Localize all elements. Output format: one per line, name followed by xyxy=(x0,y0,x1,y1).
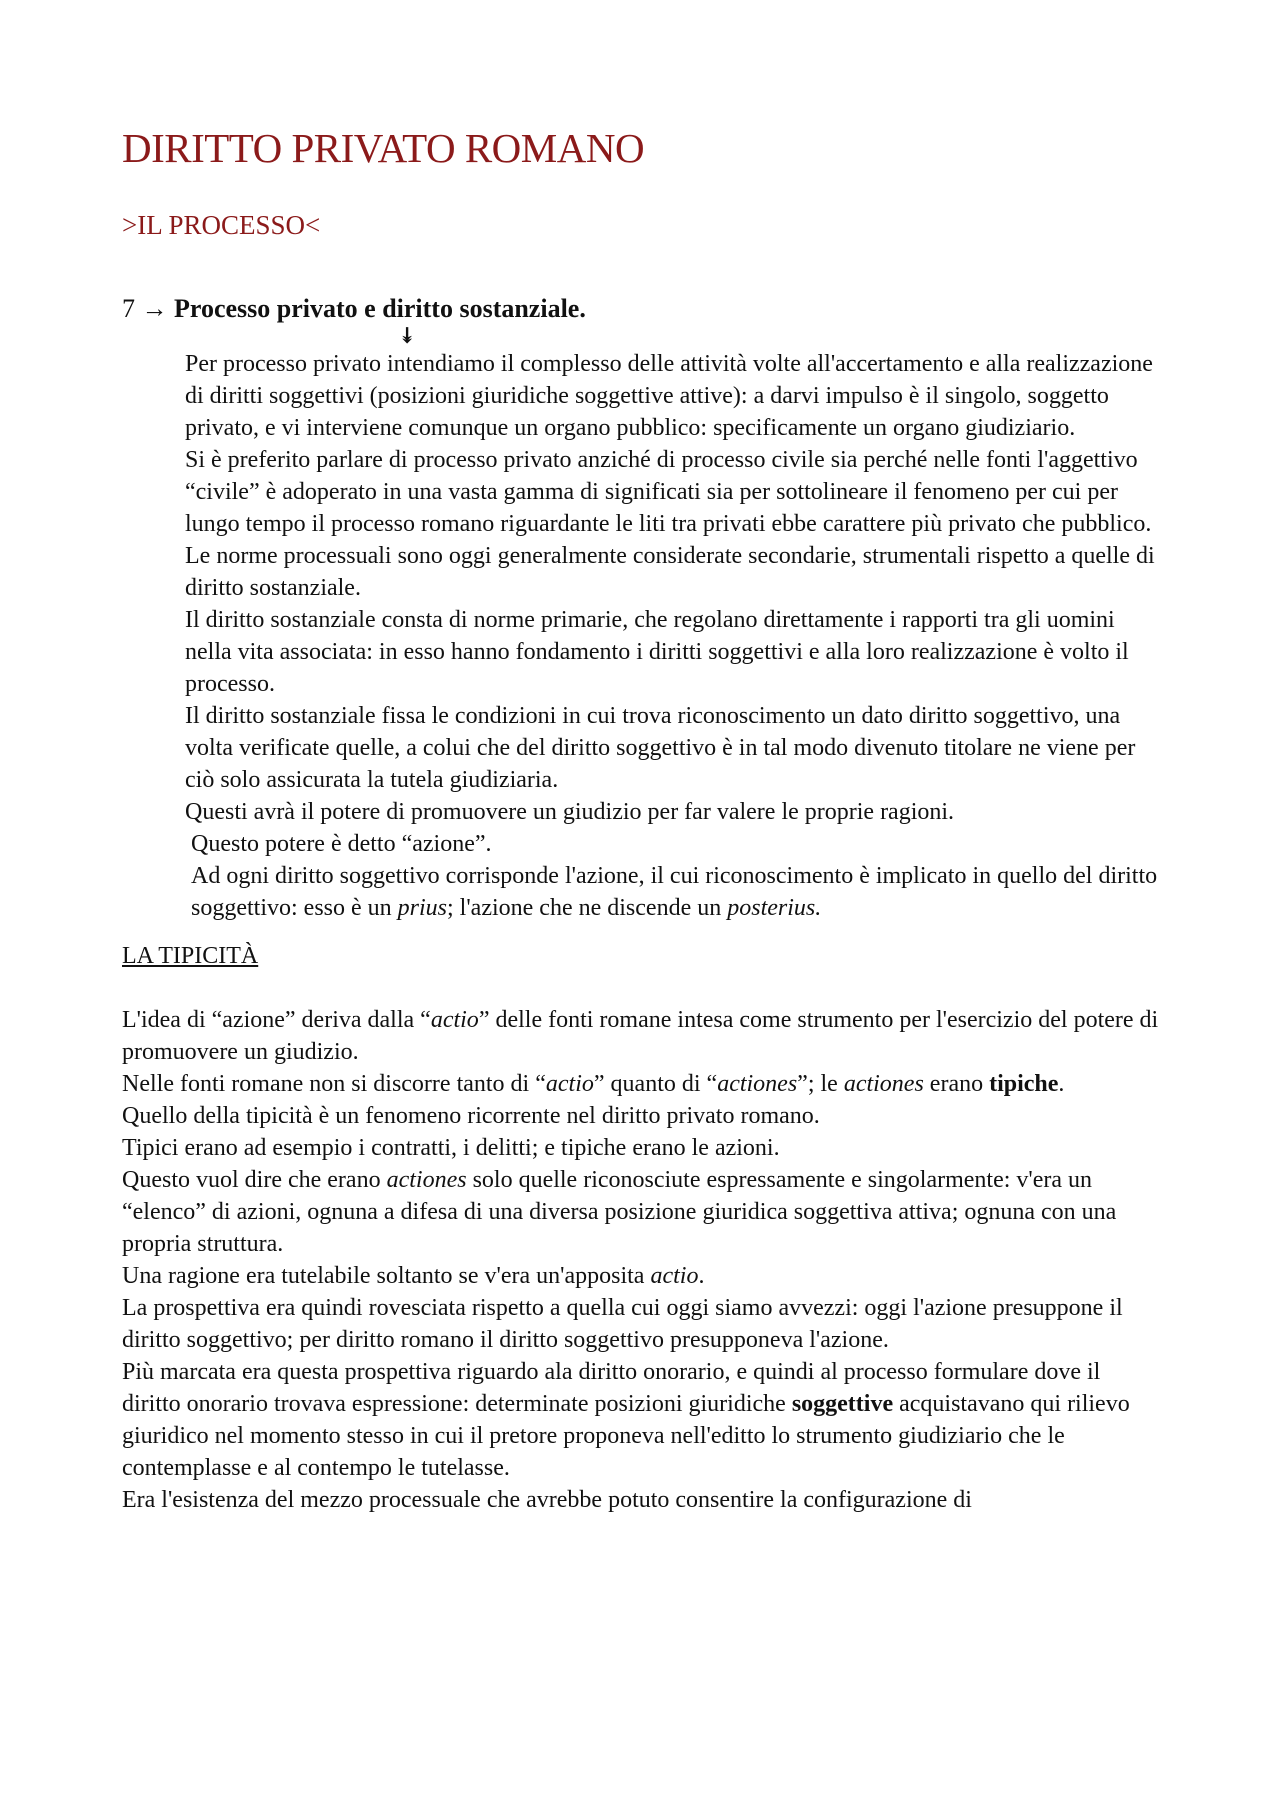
arrow-down-icon: ↡ xyxy=(398,323,417,348)
section-heading-tipicita: LA TIPICITÀ xyxy=(122,943,259,969)
paragraph: L'idea di “azione” deriva dalla “actio” delle fonti romane intesa come strumento per l'esercizio del potere di promuovere un giudizio. xyxy=(122,1007,1159,1065)
paragraph: Questo potere è detto “azione”. xyxy=(191,831,492,857)
chapter-title: Processo privato e diritto sostanziale. xyxy=(174,294,586,323)
paragraph: Le norme processuali sono oggi generalmente considerate secondarie, strumentali rispetto a quelle di diritto sostanziale. xyxy=(185,543,1155,601)
paragraph: Tipici erano ad esempio i contratti, i delitti; e tipiche erano le azioni. xyxy=(122,1135,780,1161)
document-title: DIRITTO PRIVATO ROMANO xyxy=(122,125,645,171)
paragraph: Era l'esistenza del mezzo processuale che avrebbe potuto consentire la configurazione di xyxy=(122,1487,972,1513)
paragraph: Si è preferito parlare di processo privato anziché di processo civile sia perché nelle fonti l'aggettivo “civile” è adoperato in una vasta gamma di significati sia per sottolineare il fenomeno per cui per lungo tempo il processo romano riguardante le liti tra privati ebbe carattere più privato che pubblico. xyxy=(185,447,1152,537)
paragraph: Ad ogni diritto soggettivo corrisponde l'azione, il cui riconoscimento è implicato in quello del diritto soggettivo: esso è un prius; l'azione che ne discende un posterius. xyxy=(191,863,1158,921)
paragraph: Per processo privato intendiamo il complesso delle attività volte all'accertamento e alla realizzazione di diritti soggettivi (posizioni giuridiche soggettive attive): a darvi impulso è il singolo, soggetto privato, e vi interviene comunque un organo pubblico: specificamente un organo giudiziario. xyxy=(185,351,1153,441)
paragraph: Più marcata era questa prospettiva riguardo ala diritto onorario, e quindi al processo formulare dove il diritto onorario trovava espressione: determinate posizioni giuridiche soggettive acquistavano qui rilievo giuridico nel momento stesso in cui il pretore proponeva nell'editto lo strumento giudiziario che le contemplasse e al contempo le tutelasse. xyxy=(122,1359,1130,1481)
paragraph: Nelle fonti romane non si discorre tanto di “actio” quanto di “actiones”; le actiones erano tipiche. xyxy=(122,1071,1065,1097)
paragraph: Questo vuol dire che erano actiones solo quelle riconosciute espressamente e singolarmente: v'era un “elenco” di azioni, ognuna a difesa di una diversa posizione giuridica soggettiva attiva; ognuna con una propria struttura. xyxy=(122,1167,1117,1257)
chapter-body xyxy=(122,348,1160,924)
paragraph: Questi avrà il potere di promuovere un giudizio per far valere le proprie ragioni. xyxy=(185,799,955,825)
paragraph: Una ragione era tutelabile soltanto se v'era un'apposita actio. xyxy=(122,1263,705,1289)
section-body xyxy=(122,1004,1160,1516)
paragraph: Quello della tipicità è un fenomeno ricorrente nel diritto privato romano. xyxy=(122,1103,820,1129)
chapter-heading xyxy=(122,294,1160,324)
paragraph: Il diritto sostanziale fissa le condizioni in cui trova riconoscimento un dato diritto soggettivo, una volta verificate quelle, a colui che del diritto soggettivo è in tal modo divenuto titolare ne viene per ciò solo assicurata la tutela giudiziaria. xyxy=(185,703,1136,793)
section-subtitle: >IL PROCESSO< xyxy=(122,210,321,240)
paragraph: La prospettiva era quindi rovesciata rispetto a quella cui oggi siamo avvezzi: oggi l'azione presuppone il diritto soggettivo; per diritto romano il diritto soggettivo presupponeva l'azione. xyxy=(122,1295,1123,1353)
paragraph: Il diritto sostanziale consta di norme primarie, che regolano direttamente i rapporti tra gli uomini nella vita associata: in esso hanno fondamento i diritti soggettivi e alla loro realizzazione è volto il processo. xyxy=(185,607,1129,697)
chapter-number: 7 → xyxy=(122,294,168,323)
